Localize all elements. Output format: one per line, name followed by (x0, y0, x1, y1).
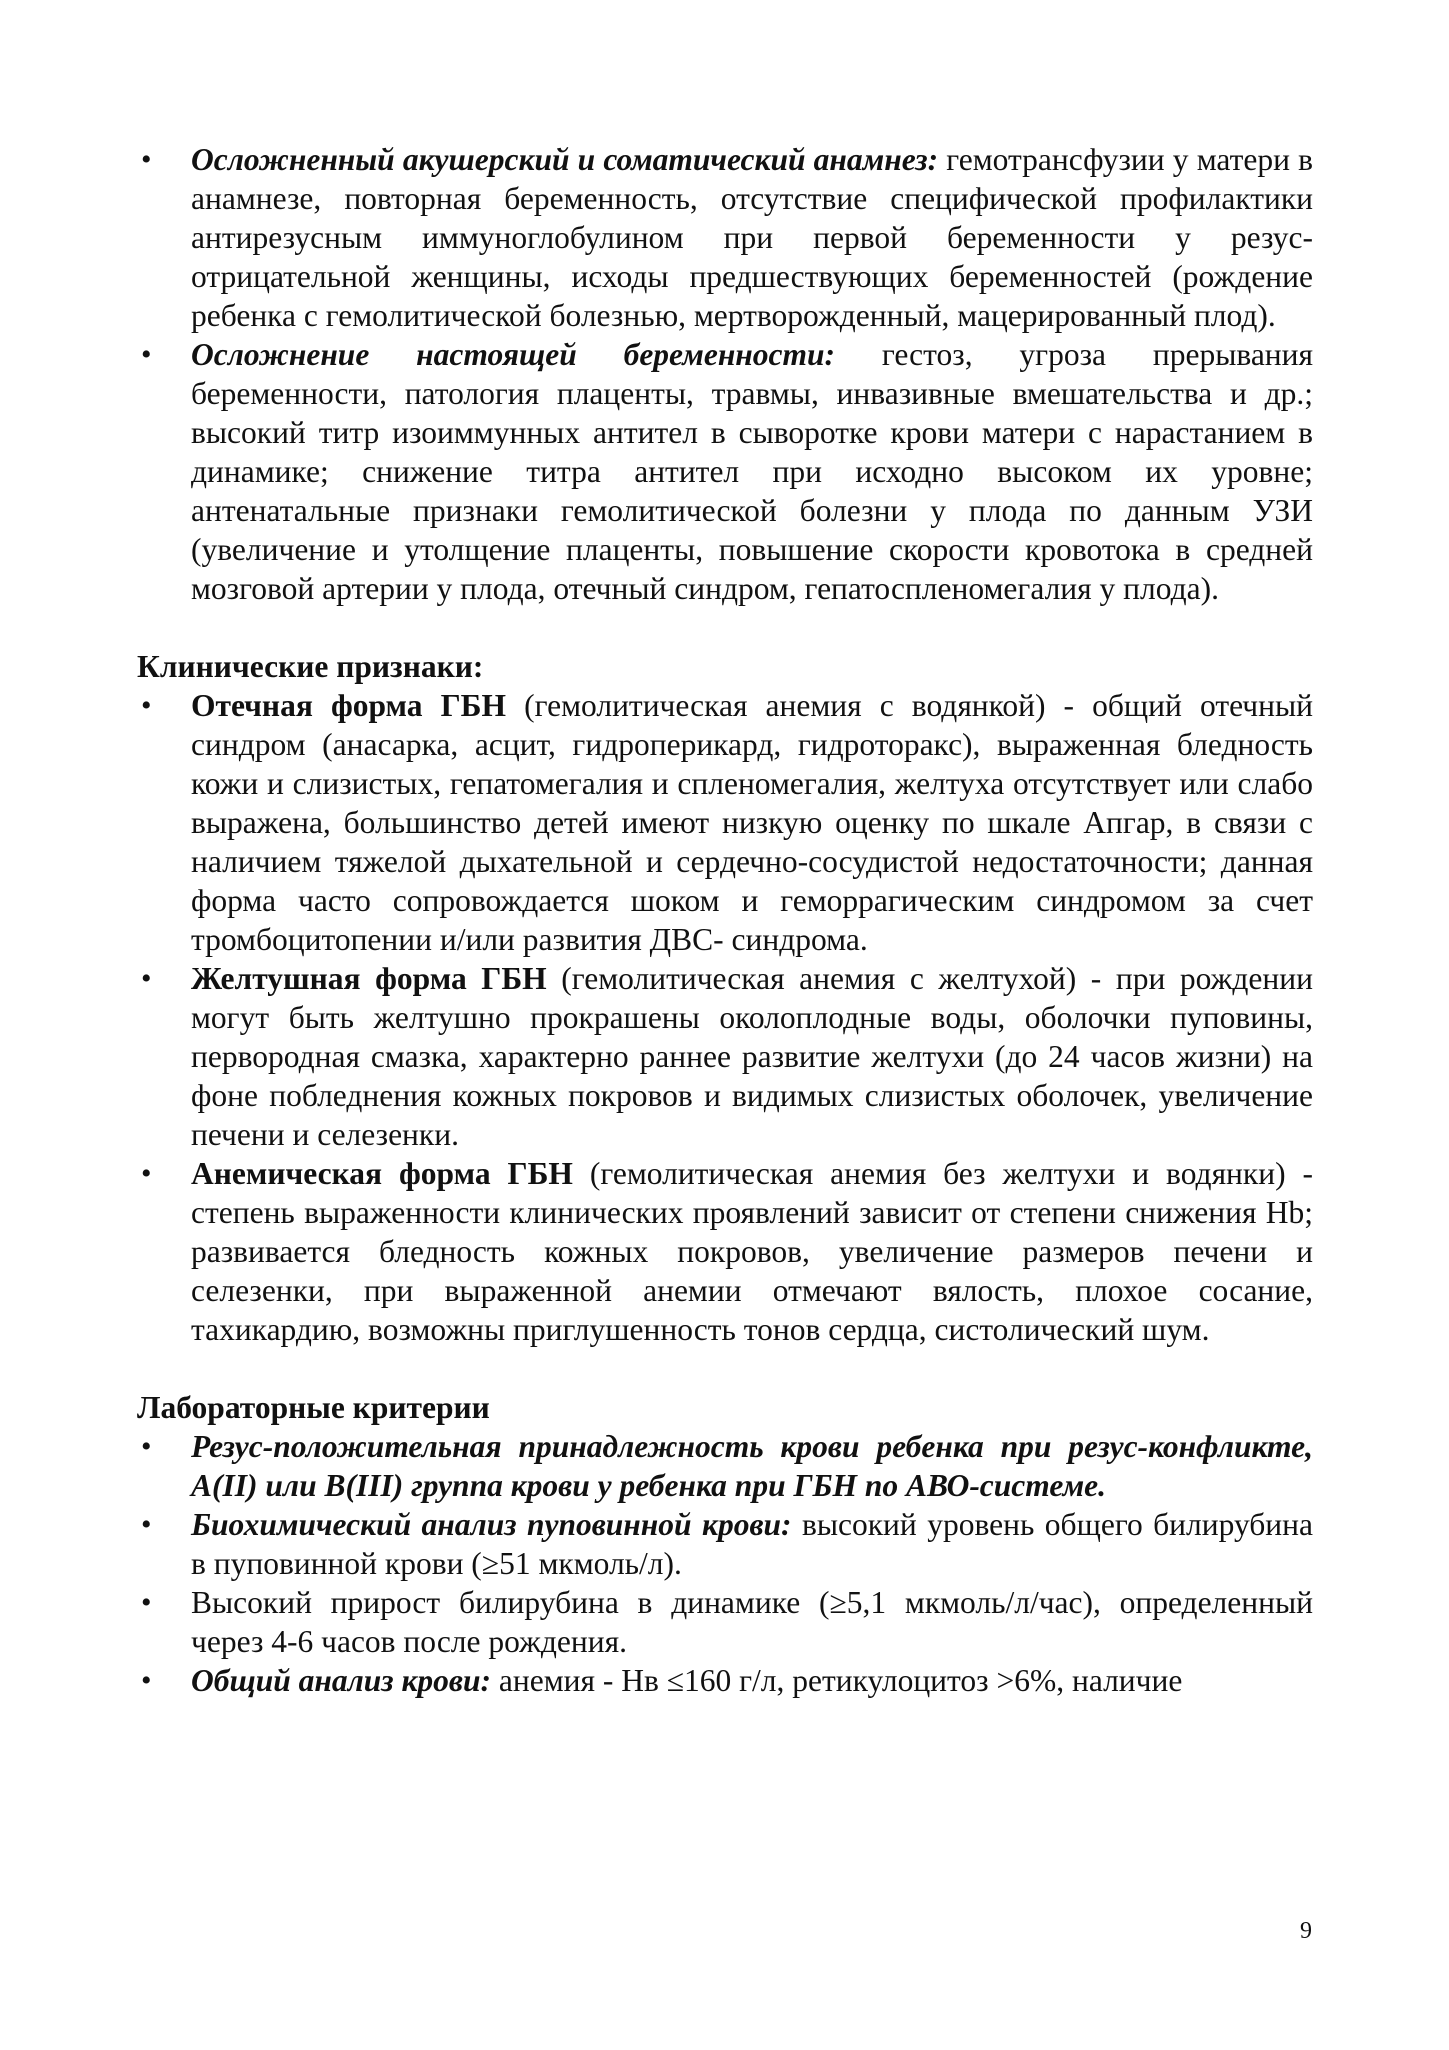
item-text: (гемолитическая анемия с водянкой) - общий отечный синдром (анасарка, асцит, гидроперикард, гидроторакс), выраженная бледность кожи и слизистых, гепатомегалия и спленомегалия, желтуха отсутствует или слабо выражена, большинство детей имеют низкую оценку по шкале Апгар, в связи с наличием тяжелой дыхательной и сердечно-сосудистой недостаточности; данная форма часто сопровождается шоком и геморрагическим синдромом за счет тромбоцитопении и/или развития ДВС- синдрома. (191, 688, 1314, 957)
bullet-icon: • (141, 1586, 152, 1619)
item-text: гестоз, угроза прерывания беременности, патология плаценты, травмы, инвазивные вмешательства и др.; высокий титр изоиммунных антител в сыворотке крови матери с нарастанием в динамике; снижение титра антител при исходно высоком их уровне; антенатальные признаки гемолитической болезни у плода по данным УЗИ (увеличение и утолщение плаценты, повышение скорости кровотока в средней мозговой артерии у плода, отечный синдром, гепатоспленомегалия у плода). (191, 337, 1313, 606)
item-lead: Осложнение настоящей беременности: (191, 337, 836, 372)
lab-criteria-heading: Лабораторные критерии (137, 1390, 490, 1425)
bullet-icon: • (141, 338, 152, 371)
clinical-signs-list (137, 686, 1313, 1349)
bullet-icon: • (141, 962, 152, 995)
bullet-icon: • (141, 689, 152, 722)
clinical-signs-heading: Клинические признаки: (137, 649, 484, 684)
list-item (137, 1505, 1313, 1583)
lab-criteria-list (137, 1427, 1313, 1700)
list-item (137, 686, 1313, 959)
page-number: 9 (1300, 1918, 1312, 1944)
bullet-icon: • (141, 1157, 152, 1190)
item-text: (гемолитическая анемия с желтухой) - при рождении могут быть желтушно прокрашены околоплодные воды, оболочки пуповины, первородная смазка, характерно раннее развитие желтухи (до 24 часов жизни) на фоне побледнения кожных покровов и видимых слизистых оболочек, увеличение печени и селезенки. (191, 961, 1313, 1152)
bullet-icon: • (141, 1664, 152, 1697)
item-lead: Отечная форма ГБН (191, 688, 507, 723)
item-text: высокий уровень общего билирубина в пуповинной крови (≥51 мкмоль/л). (191, 1507, 1313, 1581)
list-item (137, 140, 1313, 335)
section-spacer (137, 1349, 1313, 1388)
list-item (137, 1154, 1313, 1349)
item-lead: Биохимический анализ пуповинной крови: (191, 1507, 792, 1542)
bullet-icon: • (141, 143, 152, 176)
item-text: анемия - Нв ≤160 г/л, ретикулоцитоз >6%, наличие (491, 1663, 1183, 1698)
item-lead: Осложненный акушерский и соматический анамнез: (191, 142, 939, 177)
item-lead: Общий анализ крови: (191, 1663, 492, 1698)
item-lead: Резус-положительная принадлежность крови ребенка при резус-конфликте, A(II) или B(III) группа крови у ребенка при ГБН по АВО-системе. (191, 1429, 1313, 1503)
item-lead: Анемическая форма ГБН (191, 1156, 573, 1191)
list-item (137, 959, 1313, 1154)
page-content (137, 140, 1313, 1700)
item-text: (гемолитическая анемия без желтухи и водянки) - степень выраженности клинических проявлений зависит от степени снижения Hb; развивается бледность кожных покровов, увеличение размеров печени и селезенки, при выраженной анемии отмечают вялость, плохое сосание, тахикардию, возможны приглушенность тонов сердца, систолический шум. (191, 1156, 1313, 1347)
item-lead: Желтушная форма ГБН (191, 961, 547, 996)
item-text: гемотрансфузии у матери в анамнезе, повторная беременность, отсутствие специфической профилактики антирезусным иммуноглобулином при первой беременности у резус-отрицательной женщины, исходы предшествующих беременностей (рождение ребенка с гемолитической болезнью, мертворожденный, мацерированный плод). (191, 142, 1313, 333)
list-item (137, 1661, 1313, 1700)
section-spacer (137, 608, 1313, 647)
history-list (137, 140, 1313, 608)
bullet-icon: • (141, 1430, 152, 1463)
item-text: Высокий прирост билирубина в динамике (≥5,1 мкмоль/л/час), определенный через 4-6 часов после рождения. (191, 1585, 1313, 1659)
list-item (137, 335, 1313, 608)
list-item (137, 1583, 1313, 1661)
list-item (137, 1427, 1313, 1505)
bullet-icon: • (141, 1508, 152, 1541)
